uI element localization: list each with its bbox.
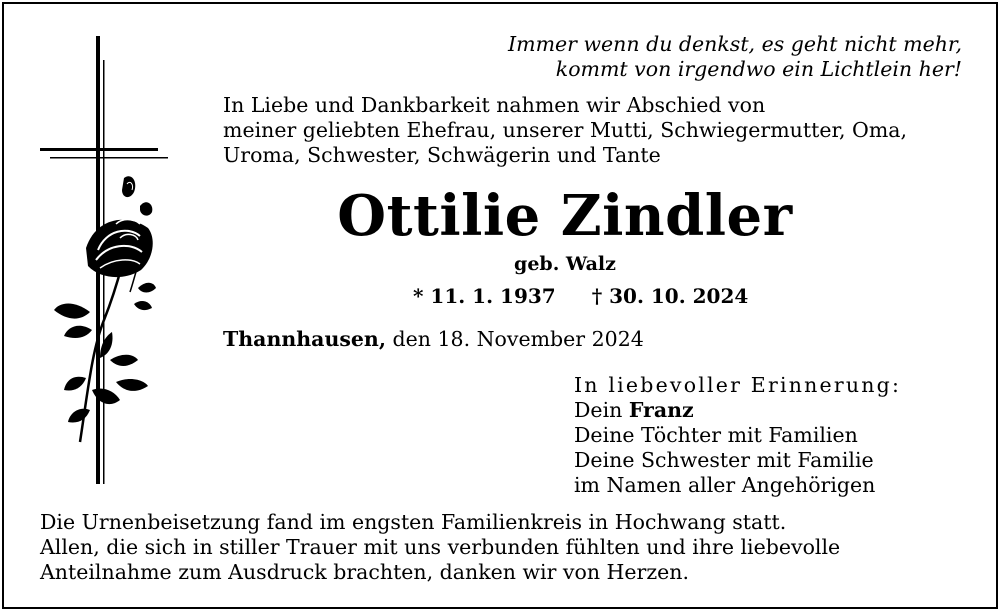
intro-line-3: Uroma, Schwester, Schwägerin und Tante [223, 143, 661, 167]
mourner-husband [574, 398, 901, 423]
birth-date: * 11. 1. 1937 [413, 284, 556, 308]
intro-line-2: meiner geliebten Ehefrau, unserer Mutti, Schwiegermutter, Oma, [223, 118, 908, 142]
death-date: † 30. 10. 2024 [591, 284, 749, 308]
footer-text [40, 510, 840, 585]
mourner-husband-prefix: Dein [574, 398, 623, 422]
mourner-daughters: Deine Töchter mit Familien [574, 423, 858, 447]
mourners-list [574, 373, 901, 498]
maiden-name: geb. Walz [514, 253, 616, 275]
intro-text [223, 93, 907, 168]
mourner-husband-name: Franz [628, 398, 694, 422]
footer-line-1: Die Urnenbeisetzung fand im engsten Familienkreis in Hochwang statt. [40, 510, 787, 534]
place-and-date [223, 326, 644, 352]
mourner-relatives: im Namen aller Angehörigen [574, 473, 876, 497]
motto-line-2: kommt von irgendwo ein Lichtlein her! [555, 57, 962, 81]
notice-date: den 18. November 2024 [392, 327, 644, 351]
life-dates [413, 283, 748, 309]
cross-with-rose-icon [30, 30, 180, 490]
intro-line-1: In Liebe und Dankbarkeit nahmen wir Abschied von [223, 93, 766, 117]
motto-line-1: Immer wenn du denkst, es geht nicht mehr, [508, 32, 962, 56]
mourner-sister: Deine Schwester mit Familie [574, 448, 874, 472]
footer-line-2: Allen, die sich in stiller Trauer mit uns verbunden fühlten und ihre liebevolle [40, 535, 841, 559]
footer-line-3: Anteilnahme zum Ausdruck brachten, danken wir von Herzen. [40, 560, 690, 584]
motto-verse [508, 32, 962, 82]
deceased-name: Ottilie Zindler [337, 183, 793, 249]
place-name: Thannhausen, [223, 327, 386, 351]
mourners-heading: In liebevoller Erinnerung: [574, 373, 902, 397]
